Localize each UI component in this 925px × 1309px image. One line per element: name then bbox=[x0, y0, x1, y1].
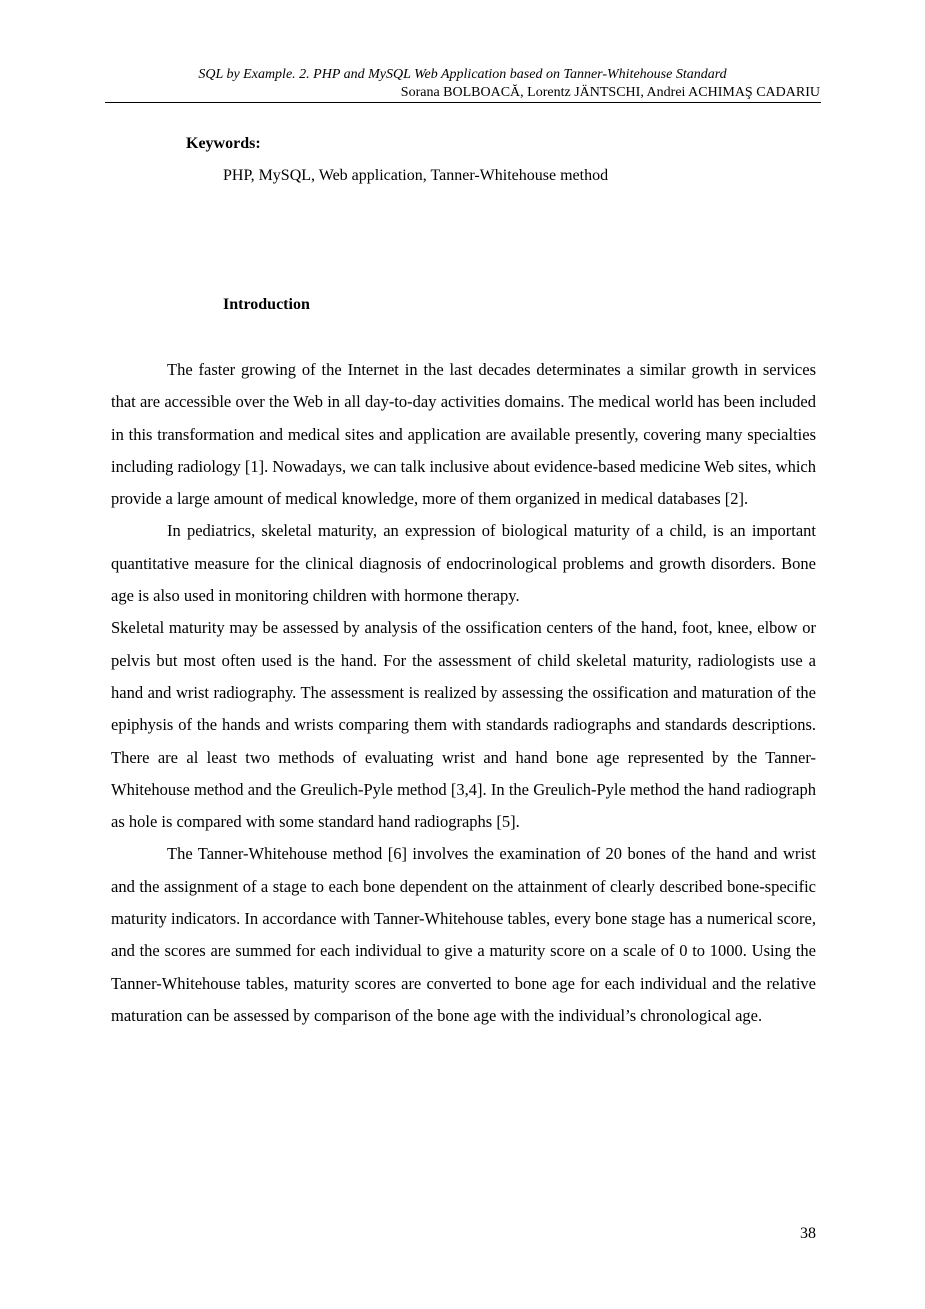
paragraph: The Tanner-Whitehouse method [6] involves the examination of 20 bones of the hand and wrist and the assignment of a stage to each bone dependent on the attainment of clearly described bone-specific maturity indicators. In accordance with Tanner-Whitehouse tables, every bone stage has a numerical score, and the scores are summed for each individual to give a maturity score on a scale of 0 to 1000. Using the Tanner-Whitehouse tables, maturity scores are converted to bone age for each individual and the relative maturation can be assessed by comparison of the bone age with the individual’s chronological age. bbox=[111, 844, 816, 1025]
introduction-body bbox=[111, 354, 816, 1032]
page-number: 38 bbox=[800, 1225, 816, 1242]
keywords-heading: Keywords: bbox=[186, 135, 261, 152]
paragraph: In pediatrics, skeletal maturity, an expression of biological maturity of a child, is an important quantitative measure for the clinical diagnosis of endocrinological problems and growth disorders. Bone age is also used in monitoring children with hormone therapy. bbox=[111, 521, 816, 606]
paragraph: Skeletal maturity may be assessed by analysis of the ossification centers of the hand, foot, knee, elbow or pelvis but most often used is the hand. For the assessment of child skeletal maturity, radiologists use a hand and wrist radiography. The assessment is realized by assessing the ossification and maturation of the epiphysis of the hands and wrists comparing them with standards radiographs and standards descriptions. There are al least two methods of evaluating wrist and hand bone age represented by the Tanner-Whitehouse method and the Greulich-Pyle method [3,4]. In the Greulich-Pyle method the hand radiograph as hole is compared with some standard hand radiographs [5]. bbox=[111, 618, 816, 832]
running-header-title: SQL by Example. 2. PHP and MySQL Web Application based on Tanner-Whitehouse Standard bbox=[198, 67, 727, 82]
introduction-heading: Introduction bbox=[223, 296, 310, 313]
keywords-list: PHP, MySQL, Web application, Tanner-Whitehouse method bbox=[223, 167, 609, 184]
header-divider bbox=[105, 102, 821, 103]
paragraph: The faster growing of the Internet in the last decades determinates a similar growth in services that are accessible over the Web in all day-to-day activities domains. The medical world has been included in this transformation and medical sites and application are available presently, covering many specialties including radiology [1]. Nowadays, we can talk inclusive about evidence-based medicine Web sites, which provide a large amount of medical knowledge, more of them organized in medical databases [2]. bbox=[111, 360, 816, 509]
running-header-authors: Sorana BOLBOACĂ, Lorentz JÄNTSCHI, Andrei ACHIMAŞ CADARIU bbox=[400, 85, 820, 100]
